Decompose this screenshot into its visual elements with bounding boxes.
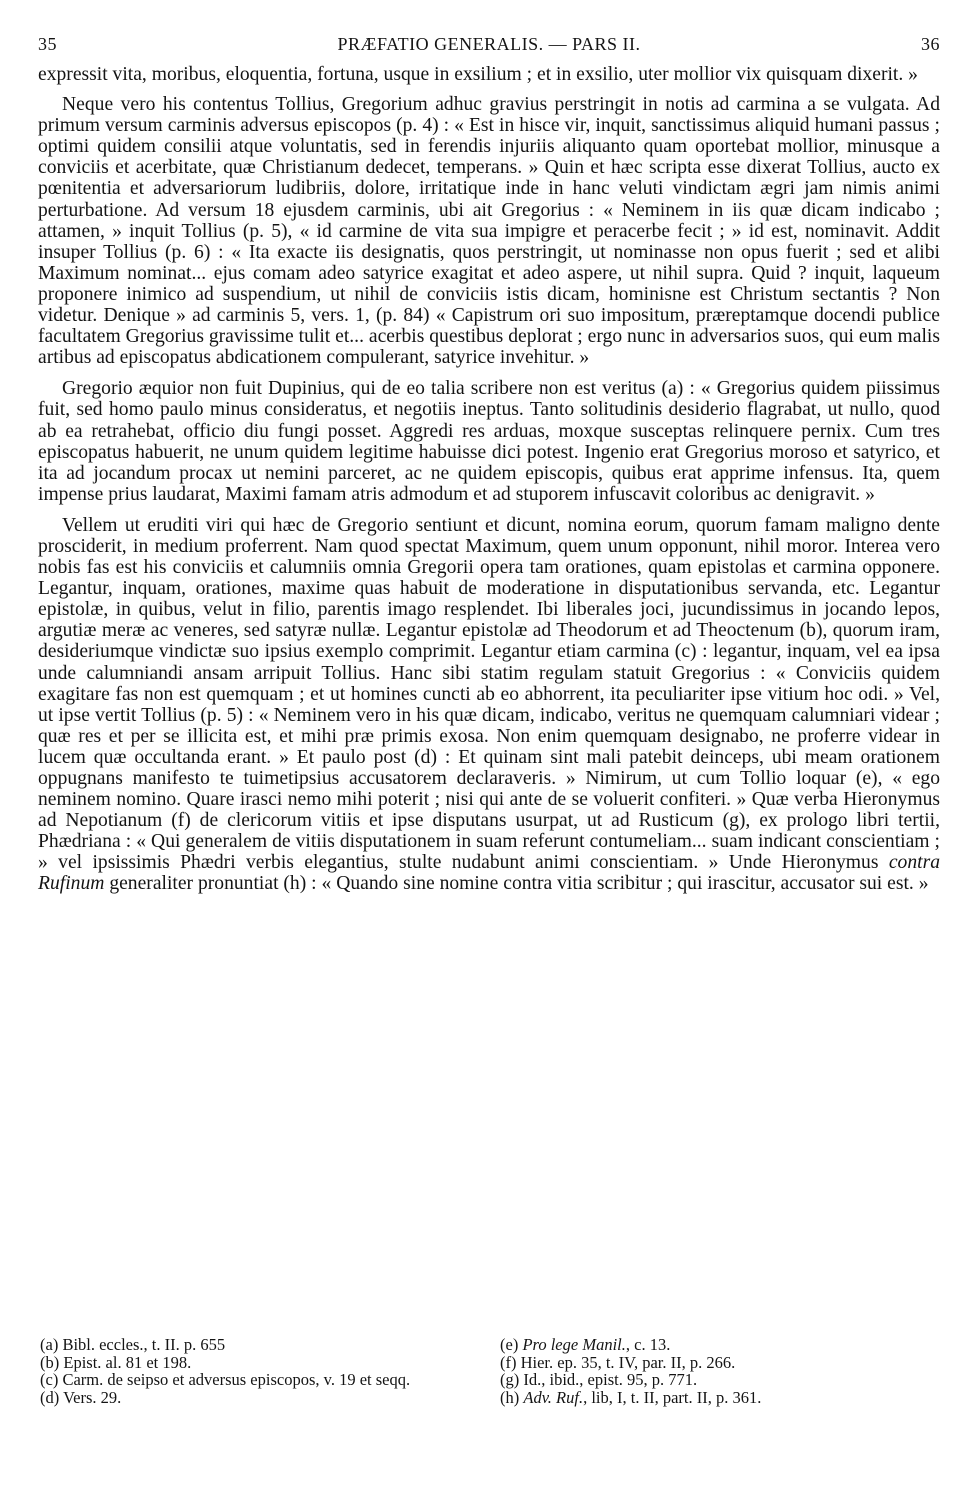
main-text <box>38 64 940 895</box>
footnote-d: (d) Vers. 29. <box>40 1387 122 1407</box>
footnotes-left-column <box>20 1336 470 1406</box>
footnote-b: (b) Epist. al. 81 et 198. <box>40 1352 192 1372</box>
paragraph-dupinius: Gregorio æquior non fuit Dupinius, qui de eo talia scribere non est veritus (a) : « Gregorius quidem piissimus fuit, sed homo paulo minus consideratus, et negotiis ineptus. Tanto solitudinis desiderio flagrabat, ut nullo, quod ab ea retrahebat, officio diu fungi posset. Aggredi res arduas, moxque susceptas relinquere pernix. Cum tres episcopatus habuerit, ne unum quidem legitime habuisse dici potest. Ingenio erat Gregorius moroso et satyrico, et ita ad jocandum procax ut nemini parceret, ac ne quidem episcopis, quibus erat apprime infensus. Ita, quem impense prius laudarat, Maximi famam atris admodum et ad stuporem infuscavit coloribus ac denigravit. » <box>38 378 940 505</box>
page-number-left: 35 <box>38 34 57 54</box>
footnote-text: Hier. ep. 35, t. IV, par. II, p. 266. <box>520 1352 736 1372</box>
footnote-text: , lib, I, t. II, part. II, p. 361. <box>583 1387 762 1407</box>
footnote-f <box>480 1354 930 1372</box>
footnote-mark: (g) <box>500 1370 520 1389</box>
footnotes-right-column <box>470 1336 930 1406</box>
running-title: PRÆFATIO GENERALIS. — PARS II. <box>337 34 641 54</box>
footnotes <box>20 1336 930 1406</box>
paragraph-vellem <box>38 515 940 895</box>
paragraph-vellem-end: generaliter pronuntiat (h) : « Quando sine nomine contra vitia scribitur ; qui irascitur, accusator sui est. » <box>109 873 929 895</box>
page-number-right: 36 <box>921 34 940 54</box>
footnote-h <box>480 1389 930 1407</box>
running-header <box>38 30 940 64</box>
footnote-italic: Adv. Ruf. <box>523 1387 584 1407</box>
footnote-a: (a) Bibl. eccles., t. II. p. 655 <box>40 1335 226 1354</box>
paragraph-continuation: expressit vita, moribus, eloquentia, fortuna, usque in exsilium ; et in exsilio, uter mollior vix quisquam dixerit. » <box>38 64 918 85</box>
footnote-mark: (f) <box>500 1352 517 1372</box>
footnote-e <box>480 1336 930 1354</box>
footnote-mark: (e) <box>500 1335 519 1354</box>
footnote-g <box>480 1371 930 1389</box>
footnote-text: , c. 13. <box>625 1335 671 1354</box>
footnote-italic: Pro lege Manil. <box>522 1335 626 1354</box>
footnote-mark: (h) <box>500 1387 520 1407</box>
footnote-text: Id., ibid., epist. 95, p. 771. <box>523 1370 698 1389</box>
paragraph-tollius: Neque vero his contentus Tollius, Gregorium adhuc gravius perstringit in notis ad carmina a se vulgata. Ad primum versum carminis adversus episcopos (p. 4) : « Est in hisce vir, inquit, sanctissimus aliquid humani passus ; optimi quidem consilii atque voluntatis, sed in ferendis injuriis aliquanto quam oportebat mollior, minusque a conviciis et acerbitate, quæ Christianum dedecet, temperans. » Quin et hæc scripta esse dixerat Tollius, aucto ex pœnitentia et adversariorum ludibriis, dolore, irritatique inde in hanc veluti vindictam ægri jam nimis animi perturbatione. Ad versum 18 ejusdem carminis, ubi ait Gregorius : « Neminem in iis quæ dicam indicabo ; attamen, » inquit Tollius (p. 5), « id carmine de vita sua impigre et peracerbe fecit ; » id est, nominavit. Addit insuper Tollius (p. 6) : « Ita exacte iis designatis, quos perstringit, ut nominasse non opus fuerit ; sed et alibi Maximum nominat... ejus comam adeo satyrice exagitat et adeo aspere, ut nihil supra. Quid ? inquit, laqueum proponere inimico ad suspendium, ut nihil de conviciis istis dicam, hominisne est Christum sectantis ? Non videtur. Denique » ad carminis 5, vers. 1, (p. 84) « Capistrum ori suo impositum, præreptamque docendi publice facultatem Gregorius gravissime tulit et... acerbis questibus deplorat ; ergo nunc in adversarios suos, qui eum malis artibus ad episcopatus abdicationem compulerant, satyrice invehitur. » <box>38 94 940 369</box>
paragraph-vellem-text: Vellem ut eruditi viri qui hæc de Gregorio sentiunt et dicunt, nomina eorum, quorum famam maligno dente prosciderit, in medium proferrent. Nam quod spectat Maximum, quem unum opponunt, nihil moror. Interea vero nobis fas est his conviciis et calumniis omnia Gregorii opera tam orationes, quam epistolas et carmina opponere. Legantur, inquam, orationes, maxime quas habuit de moderatione in disputationibus servanda, etc. Legantur epistolæ, in quibus, velut in filio, parentis imago resplendet. Ibi liberales joci, jucundissimus in jocando lepos, argutiæ meræ ac veneres, sed satyræ nullæ. Legantur epistolæ ad Theodorum et ad Theoctenum (b), quorum iram, desideriumque vindictæ suo ipsius exemplo comprimit. Legantur etiam carmina (c) : legantur, inquam, vel ea ipsa unde calumniandi ansam arripuit Tollius. Hanc sibi statim regulam statuit Gregorius : « Conviciis quidem exagitare fas non est quemquam ; et ut homines cuncti ab eo abhorrent, ita peculiariter ipse vitium hoc odi. » Vel, ut ipse vertit Tollius (p. 5) : « Neminem vero in his quæ dicam, indicabo, veritus ne quemquam calumniari videar ; quæ res et per se illicita est, et mihi præ primis exosa. Non enim quemquam designabo, ne proferre videar in lucem quæ occultanda erant. » Et paulo post (d) : Et quinam sint mali patebit deinceps, ubi meam orationem oppugnans manifesto te tuimetipsius accusatorem declaraveris. » Nimirum, ut cum Tollio loquar (e), « ego neminem nomino. Quare irasci nemo mihi poterit ; nisi qui ante de se voluerit confiteri. » Quæ verba Hieronymus ad Nepotianum (f) de clericorum vitiis et ipse disputans usurpat, ut ad Rusticum (g), ex prologo libri tertii, Phædriana : « Qui generalem de vitiis disputationem in suam referunt contumeliam... suam indicant conscientiam ; » vel ipsissimis Phædri verbis elegantius, stulte nudabunt animi conscientiam. » Unde Hieronymus <box>38 514 940 874</box>
footnote-c: (c) Carm. de seipso et adversus episcopos, v. 19 et seqq. <box>40 1370 411 1389</box>
italic-title-contra-rufinum: contra Rufinum <box>38 852 940 895</box>
